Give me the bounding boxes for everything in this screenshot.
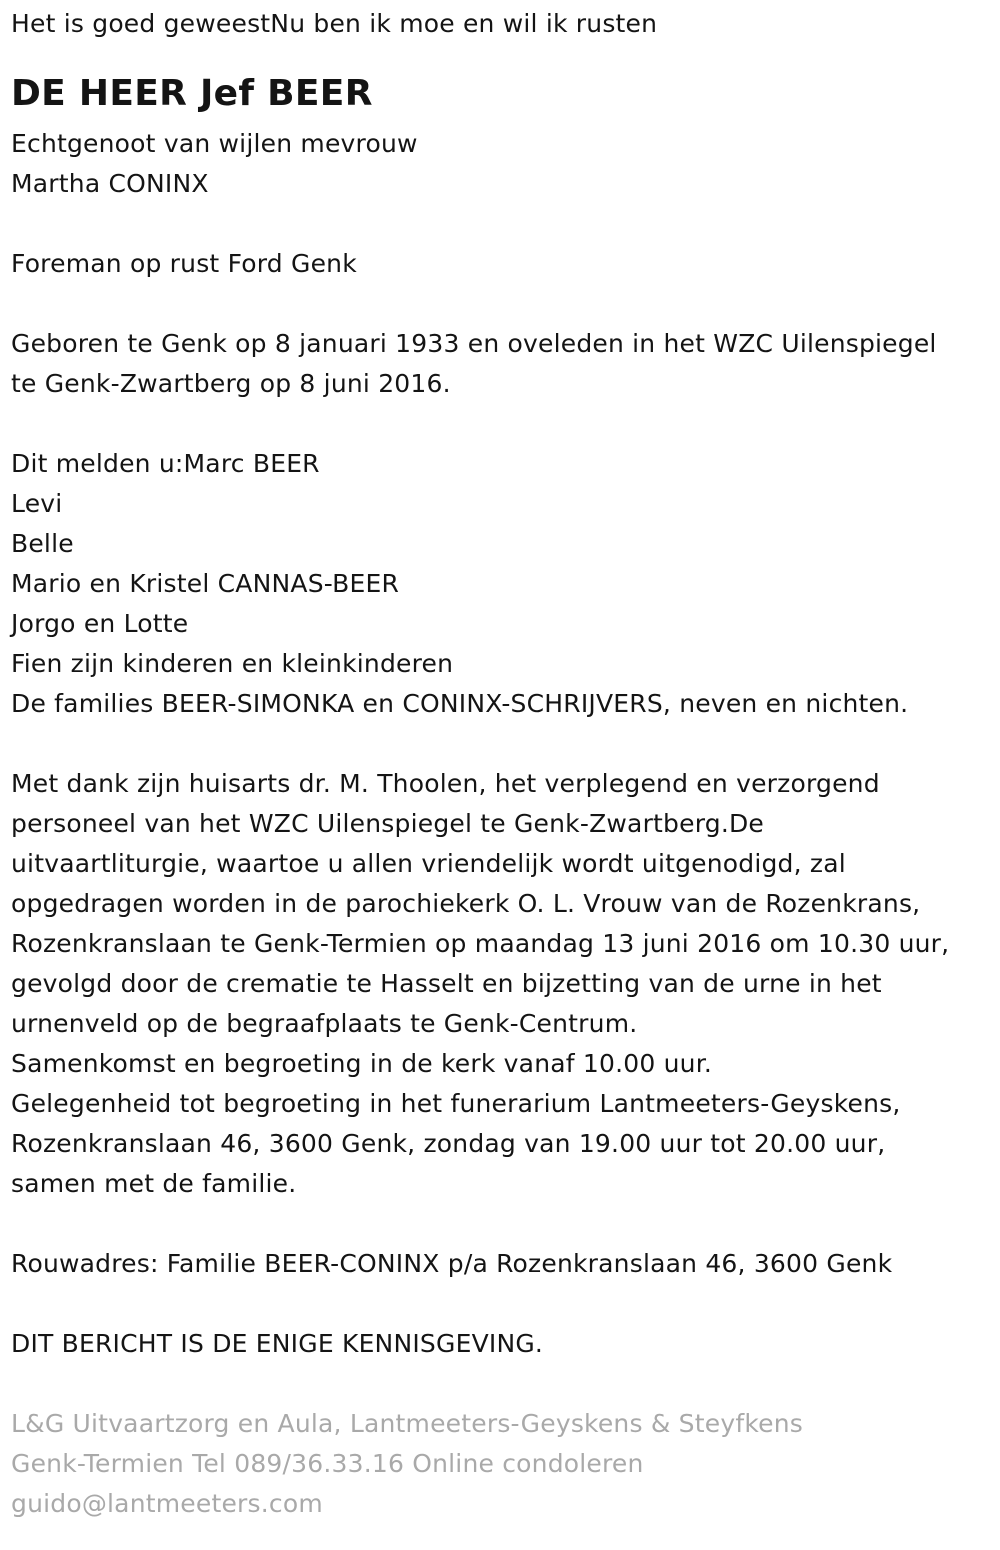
service-line: urnenveld op de begraafplaats te Genk-Centrum. [11, 1009, 638, 1038]
service-line: uitvaartliturgie, waartoe u allen vriendelijk wordt uitgenodigd, zal [11, 849, 846, 878]
spacer [11, 1284, 1000, 1324]
spacer [11, 1204, 1000, 1244]
service-line: gevolgd door de crematie te Hasselt en bijzetting van de urne in het [11, 969, 882, 998]
service-line: Gelegenheid tot begroeting in het funerarium Lantmeeters-Geyskens, [11, 1089, 901, 1118]
spacer [11, 404, 1000, 444]
footer-line: L&G Uitvaartzorg en Aula, Lantmeeters-Geyskens & Steyfkens [11, 1409, 803, 1438]
footer-email: guido@lantmeeters.com [11, 1489, 323, 1518]
spacer [11, 1364, 1000, 1404]
service-line: personeel van het WZC Uilenspiegel te Genk-Zwartberg.De [11, 809, 764, 838]
service-line: Rozenkranslaan 46, 3600 Genk, zondag van 19.00 uur tot 20.00 uur, [11, 1129, 886, 1158]
occupation: Foreman op rust Ford Genk [11, 249, 357, 278]
motto: Het is goed geweestNu ben ik moe en wil ik rusten [11, 9, 658, 38]
funeral-home-footer [11, 1404, 1000, 1524]
announcer-line: Mario en Kristel CANNAS-BEER [11, 569, 400, 598]
mourning-address: Rouwadres: Familie BEER-CONINX p/a Rozenkranslaan 46, 3600 Genk [11, 1249, 893, 1278]
announcer-line: Dit melden u:Marc BEER [11, 449, 320, 478]
service-line: Rozenkranslaan te Genk-Termien op maandag 13 juni 2016 om 10.30 uur, [11, 929, 950, 958]
service-line: samen met de familie. [11, 1169, 297, 1198]
footer-line: Genk-Termien Tel 089/36.33.16 Online condoleren [11, 1449, 644, 1478]
announcer-line: Fien zijn kinderen en kleinkinderen [11, 649, 454, 678]
spouse-line-2: Martha CONINX [11, 169, 209, 198]
spacer [11, 284, 1000, 324]
service-line: Samenkomst en begroeting in de kerk vanaf 10.00 uur. [11, 1049, 713, 1078]
notice: DIT BERICHT IS DE ENIGE KENNISGEVING. [11, 1329, 544, 1358]
birth-death-line-2: te Genk-Zwartberg op 8 juni 2016. [11, 369, 451, 398]
service-line: Met dank zijn huisarts dr. M. Thoolen, het verplegend en verzorgend [11, 769, 880, 798]
announcer-line: Levi [11, 489, 63, 518]
announcer-line: De families BEER-SIMONKA en CONINX-SCHRIJVERS, neven en nichten. [11, 689, 909, 718]
announcers-list [11, 444, 1000, 724]
spacer [11, 724, 1000, 764]
spouse-line-1: Echtgenoot van wijlen mevrouw [11, 129, 418, 158]
service-details [11, 764, 1000, 1204]
deceased-name: DE HEER Jef BEER [11, 73, 373, 114]
birth-death-line-1: Geboren te Genk op 8 januari 1933 en oveleden in het WZC Uilenspiegel [11, 329, 937, 358]
spacer [11, 204, 1000, 244]
announcer-line: Jorgo en Lotte [11, 609, 189, 638]
announcer-line: Belle [11, 529, 74, 558]
service-line: opgedragen worden in de parochiekerk O. L. Vrouw van de Rozenkrans, [11, 889, 921, 918]
